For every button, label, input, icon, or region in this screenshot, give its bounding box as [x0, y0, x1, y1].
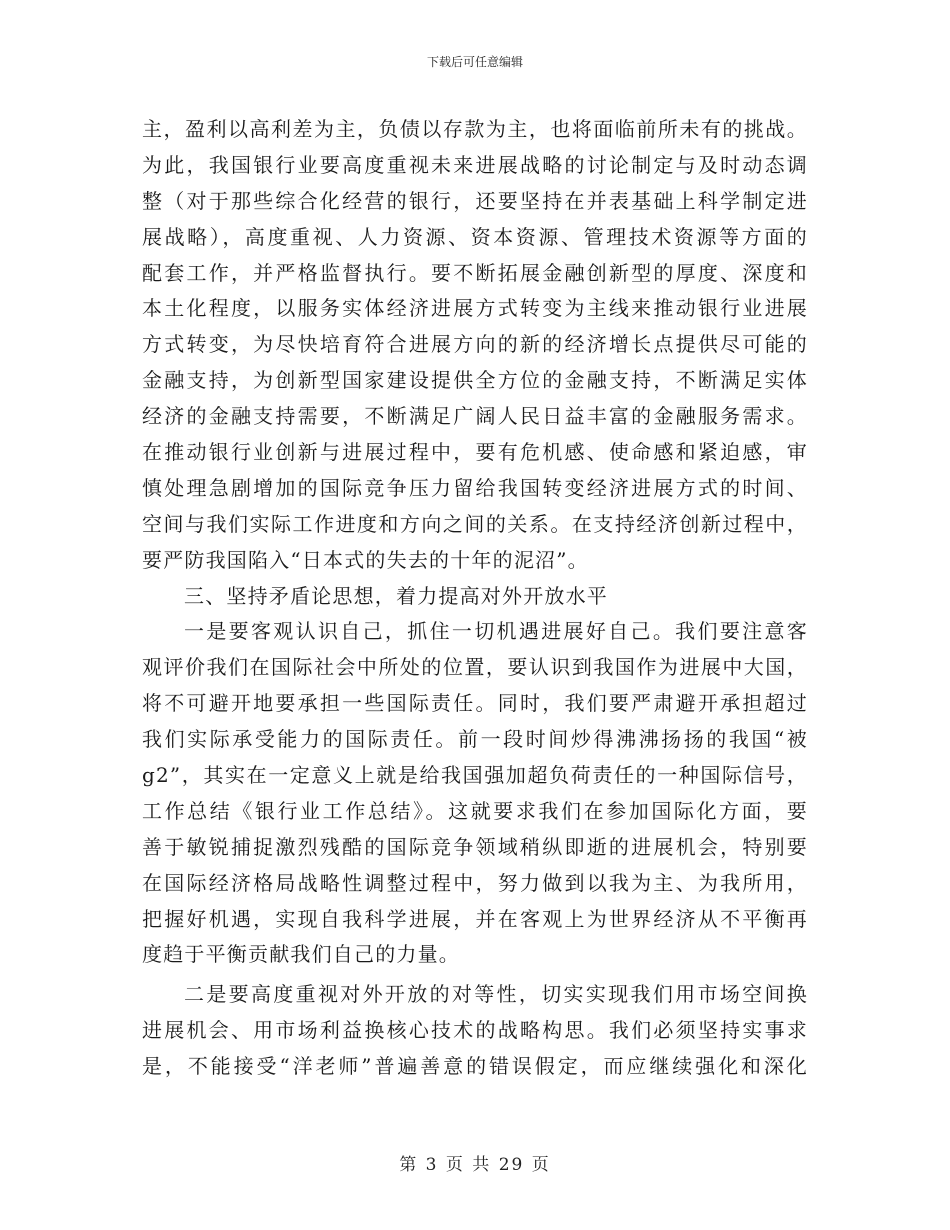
text-line: 我们实际承受能力的国际责任。前一段时间炒得沸沸扬扬的我国“被 — [142, 727, 808, 752]
text-line: 方式转变，为尽快培育符合进展方向的新的经济增长点提供尽可能的 — [142, 332, 808, 357]
text-line: 将不可避开地要承担一些国际责任。同时，我们要严肃避开承担超过 — [142, 691, 808, 716]
text-line: 整（对于那些综合化经营的银行，还要坚持在并表基础上科学制定进 — [142, 188, 808, 213]
text-line: 进展机会、用市场利益换核心技术的战略构思。我们必须坚持实事求 — [142, 1018, 808, 1043]
text-line: 把握好机遇，实现自我科学进展，并在客观上为世界经济从不平衡再 — [142, 906, 808, 931]
text-line: 经济的金融支持需要，不断满足广阔人民日益丰富的金融服务需求。 — [142, 404, 808, 429]
document-body — [142, 112, 808, 1085]
text-line: 慎处理急剧增加的国际竞争压力留给我国转变经济进展方式的时间、 — [142, 475, 808, 500]
text-line: 金融支持，为创新型国家建设提供全方位的金融支持，不断满足实体 — [142, 368, 808, 393]
text-line: 是，不能接受“洋老师”普遍善意的错误假定，而应继续强化和深化 — [142, 1054, 808, 1079]
text-line: 二是要高度重视对外开放的对等性，切实实现我们用市场空间换 — [184, 982, 808, 1007]
text-line: g2”，其实在一定意义上就是给我国强加超负荷责任的一种国际信号， — [142, 763, 808, 788]
text-line: 一是要客观认识自己，抓住一切机遇进展好自己。我们要注意客 — [184, 619, 808, 644]
page-footer: 第 3 页 共 29 页 — [399, 1155, 551, 1175]
text-line: 主，盈利以高利差为主，负债以存款为主，也将面临前所未有的挑战。 — [142, 117, 808, 141]
text-line: 在国际经济格局战略性调整过程中，努力做到以我为主、为我所用， — [142, 870, 808, 895]
text-line: 展战略），高度重视、人力资源、资本资源、管理技术资源等方面的 — [142, 224, 808, 249]
page-header: 下载后可任意编辑 — [426, 55, 523, 69]
text-line: 在推动银行业创新与进展过程中，要有危机感、使命感和紧迫感，审 — [142, 440, 808, 465]
text-line: 为此，我国银行业要高度重视未来进展战略的讨论制定与及时动态调 — [142, 152, 808, 177]
paragraph-end-line: 要严防我国陷入“日本式的失去的十年的泥沼”。 — [142, 547, 589, 572]
text-line: 工作总结《银行业工作总结》。这就要求我们在参加国际化方面，要 — [142, 798, 808, 823]
section-heading: 三、坚持矛盾论思想，着力提高对外开放水平 — [184, 583, 608, 608]
paragraph-end-line: 度趋于平衡贡献我们自己的力量。 — [142, 942, 460, 967]
text-line: 善于敏锐捕捉激烈残酷的国际竞争领域稍纵即逝的进展机会，特别要 — [142, 834, 808, 859]
text-line: 空间与我们实际工作进度和方向之间的关系。在支持经济创新过程中， — [142, 511, 808, 536]
text-line: 配套工作，并严格监督执行。要不断拓展金融创新型的厚度、深度和 — [142, 260, 808, 285]
text-line: 观评价我们在国际社会中所处的位置，要认识到我国作为进展中大国， — [142, 655, 808, 680]
text-line: 本土化程度，以服务实体经济进展方式转变为主线来推动银行业进展 — [142, 296, 808, 321]
